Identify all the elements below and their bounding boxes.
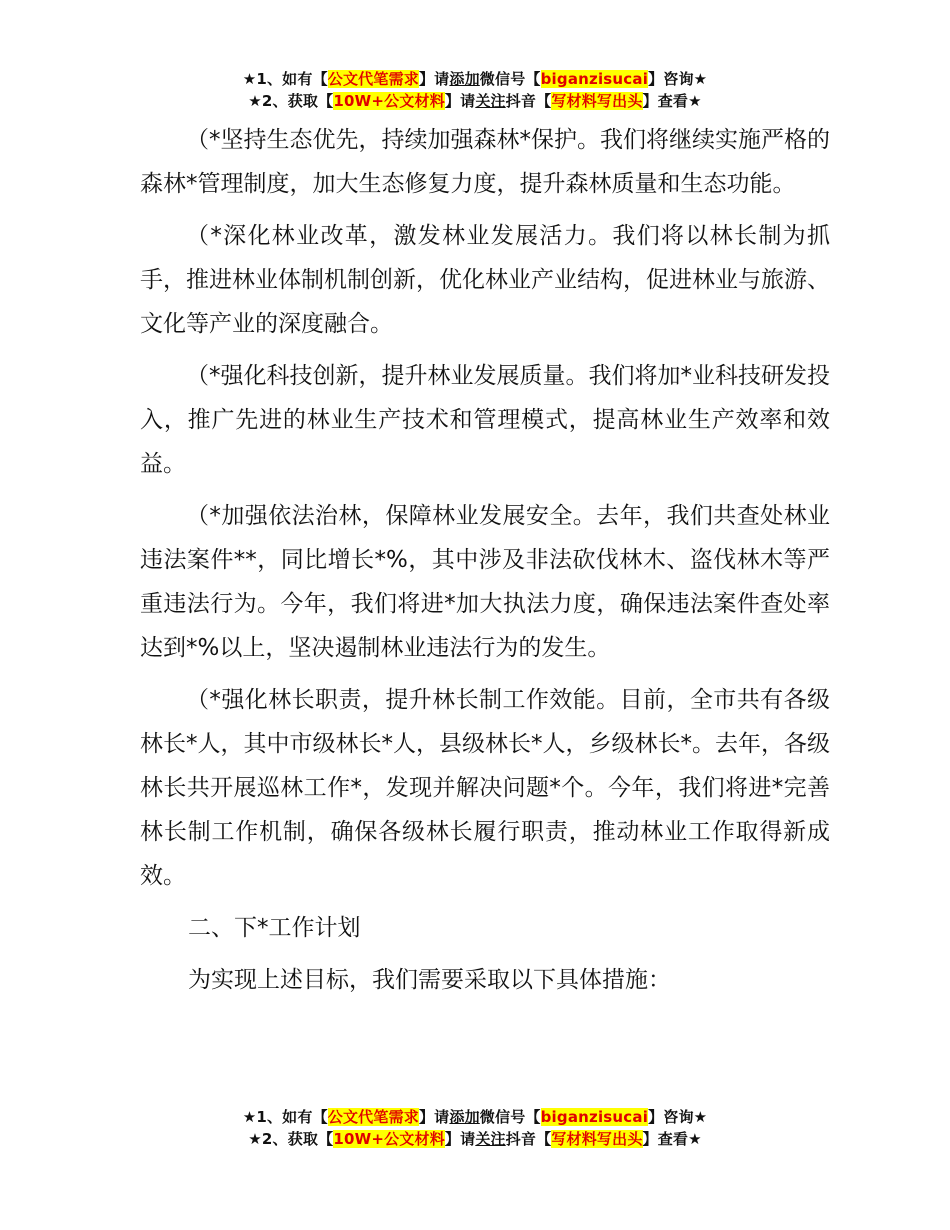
banner-text: 】咨询★ xyxy=(648,70,708,88)
banner-line-1 xyxy=(0,1106,950,1128)
banner-text: 】请 xyxy=(418,70,450,88)
emphasis-text: 添加 xyxy=(449,70,480,88)
banner-text: 微信号【 xyxy=(479,70,541,88)
banner-text: 抖音【 xyxy=(505,92,552,110)
paragraph: （*坚持生态优先，持续加强森林*保护。我们将继续实施严格的森林*管理制度，加大生态修复力度，提升森林质量和生态功能。 xyxy=(140,127,830,197)
highlight-text: 写材料写出头 xyxy=(551,1130,643,1148)
highlight-text: biganzisucai xyxy=(540,1108,649,1126)
banner-line-1 xyxy=(0,68,950,90)
paragraph: （*加强依法治林，保障林业发展安全。去年，我们共查处林业违法案件**，同比增长*%，其中涉及非法砍伐林木、盗伐林木等严重违法行为。今年，我们将进*加大执法力度，确保违法案件查处率达到*%以上，坚决遏制林业违法行为的发生。 xyxy=(140,503,830,661)
section-heading: 二、下*工作计划 xyxy=(188,915,361,941)
banner-line-2 xyxy=(0,90,950,112)
banner-text: 微信号【 xyxy=(479,1108,541,1126)
banner-line-2 xyxy=(0,1128,950,1150)
emphasis-text: 添加 xyxy=(449,1108,480,1126)
banner-text: ★1、如有【 xyxy=(242,1108,328,1126)
highlight-text: biganzisucai xyxy=(540,70,649,88)
banner-text: 】请 xyxy=(444,92,476,110)
highlight-text: 公文代笔需求 xyxy=(327,70,419,88)
paragraph: （*强化科技创新，提升林业发展质量。我们将加*业科技研发投入，推广先进的林业生产技术和管理模式，提高林业生产效率和效益。 xyxy=(140,363,830,477)
document-body xyxy=(140,118,830,1010)
highlight-text: 公文代笔需求 xyxy=(327,1108,419,1126)
section-intro: 为实现上述目标，我们需要采取以下具体措施： xyxy=(188,967,671,993)
banner-text: ★2、获取【 xyxy=(248,1130,334,1148)
banner-text: 】查看★ xyxy=(642,92,702,110)
highlight-text: 10W+公文材料 xyxy=(333,1130,445,1148)
paragraph: （*强化林长职责，提升林长制工作效能。目前，全市共有各级林长*人，其中市级林长*人，县级林长*人，乡级林长*。去年，各级林长共开展巡林工作*，发现并解决问题*个。今年，我们将进*完善林长制工作机制，确保各级林长履行职责，推动林业工作取得新成效。 xyxy=(140,687,830,889)
highlight-text: 10W+公文材料 xyxy=(333,92,445,110)
banner-text: ★2、获取【 xyxy=(248,92,334,110)
paragraph: （*深化林业改革，激发林业发展活力。我们将以林长制为抓手，推进林业体制机制创新，优化林业产业结构，促进林业与旅游、文化等产业的深度融合。 xyxy=(140,223,830,337)
highlight-text: 写材料写出头 xyxy=(551,92,643,110)
emphasis-text: 关注 xyxy=(475,92,506,110)
header-banner xyxy=(0,68,950,112)
banner-text: 】请 xyxy=(444,1130,476,1148)
footer-banner xyxy=(0,1106,950,1150)
emphasis-text: 关注 xyxy=(475,1130,506,1148)
banner-text: 】查看★ xyxy=(642,1130,702,1148)
banner-text: 抖音【 xyxy=(505,1130,552,1148)
banner-text: ★1、如有【 xyxy=(242,70,328,88)
banner-text: 】请 xyxy=(418,1108,450,1126)
banner-text: 】咨询★ xyxy=(648,1108,708,1126)
